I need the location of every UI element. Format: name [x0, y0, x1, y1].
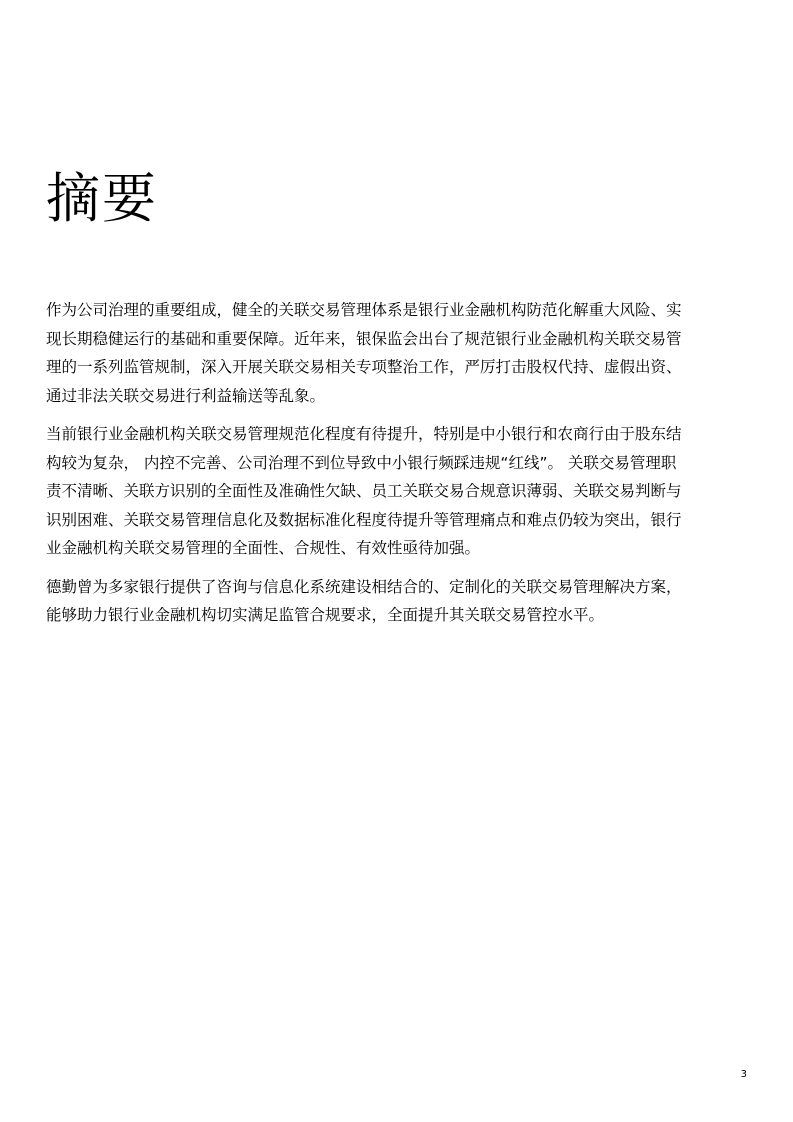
- paragraph-3: 德勤曾为多家银行提供了咨询与信息化系统建设相结合的、定制化的关联交易管理解决方案，能够助力银行业金融机构切实满足监管合规要求，全面提升其关联交易管控水平。: [46, 577, 682, 624]
- paragraph-1: 作为公司治理的重要组成，健全的关联交易管理体系是银行业金融机构防范化解重大风险、实现长期稳健运行的基础和重要保障。近年来，银保监会出台了规范银行业金融机构关联交易管理的一系列监管规制，深入开展关联交易相关专项整治工作，严厉打击股权代持、虚假出资、通过非法关联交易进行利益输送等乱象。: [46, 301, 682, 405]
- summary-body: [46, 296, 686, 640]
- page-number: 3: [740, 1069, 747, 1080]
- page-title: 摘要: [46, 167, 158, 230]
- paragraph-2: 当前银行业金融机构关联交易管理规范化程度有待提升，特别是中小银行和农商行由于股东结构较为复杂， 内控不完善、公司治理不到位导致中小银行频踩违规“红线”。 关联交易管理职责不清晰、关联方识别的全面性及准确性欠缺、员工关联交易合规意识薄弱、关联交易判断与识别困难、关联交易管理信息化及数据标准化程度待提升等管理痛点和难点仍较为突出，银行业金融机构关联交易管理的全面性、合规性、有效性亟待加强。: [46, 425, 682, 557]
